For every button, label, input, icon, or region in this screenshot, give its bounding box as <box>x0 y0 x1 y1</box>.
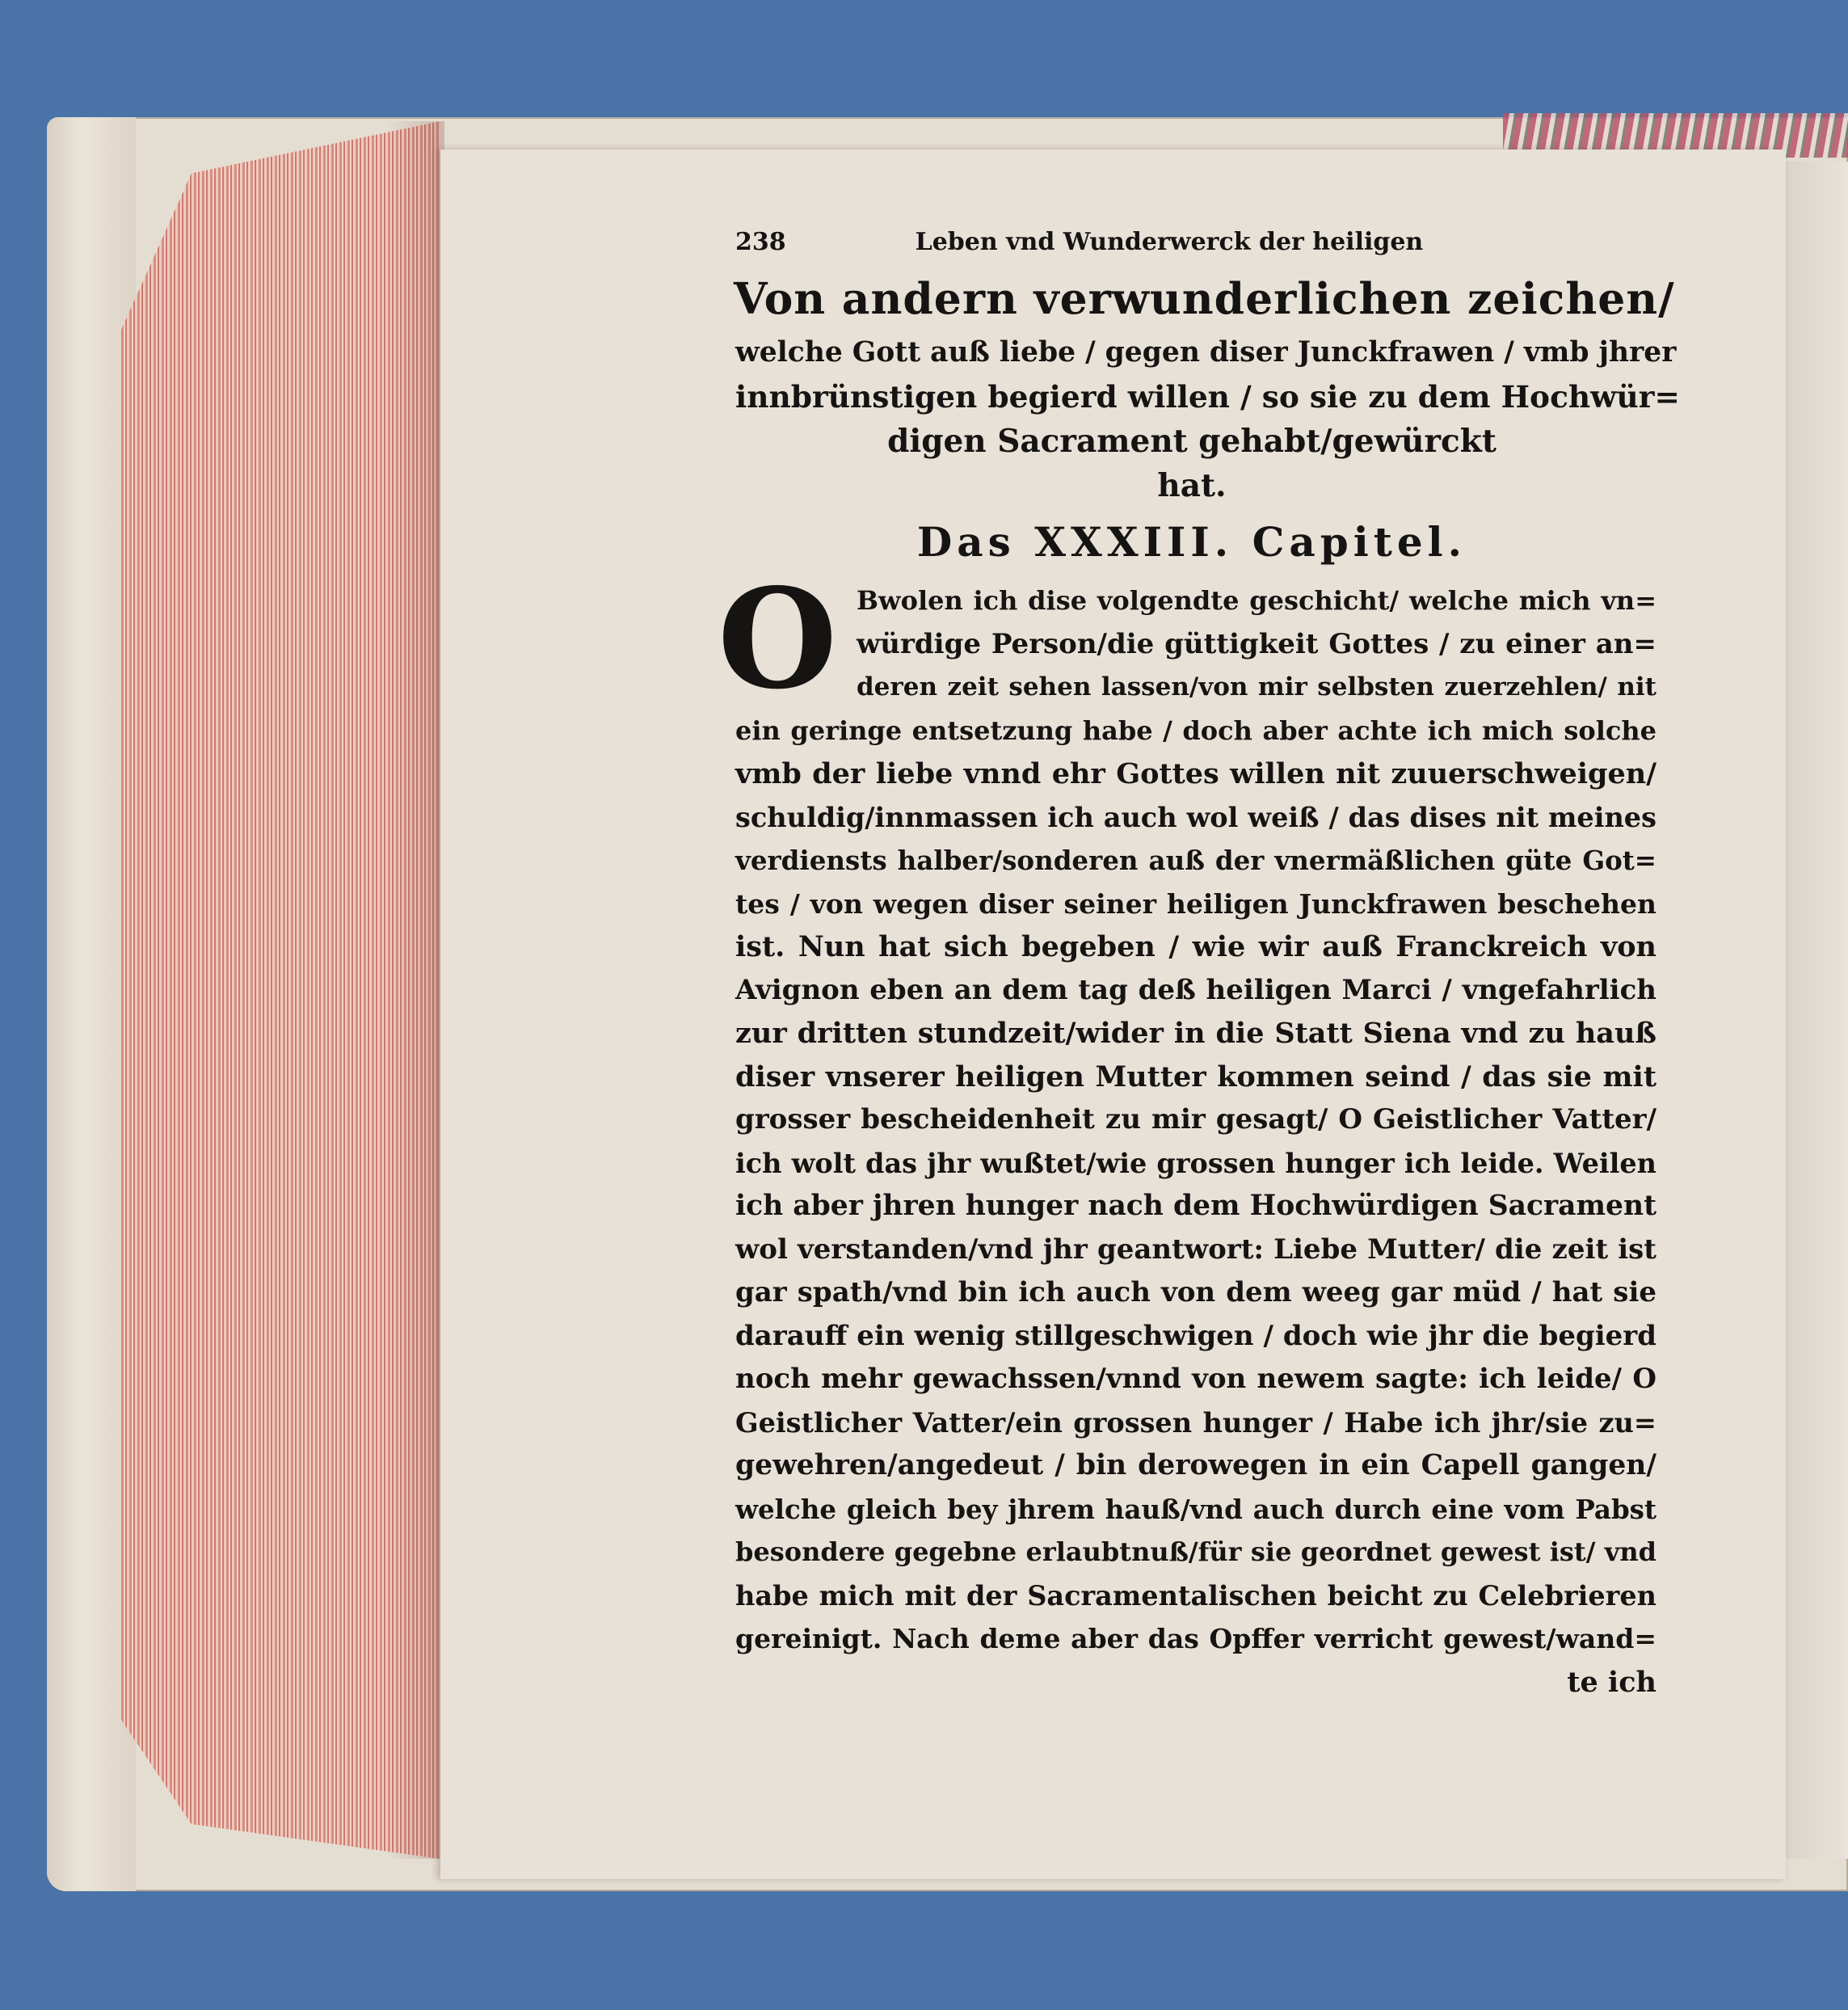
body-line: deren zeit sehen lassen/von mir selbsten zuerzehlen/ nit <box>857 672 1656 702</box>
chapter-title: Das XXXIII. Capitel. <box>916 518 1467 566</box>
body-line: ich wolt das jhr wußtet/wie grossen hunger ich leide. Weilen <box>735 1147 1656 1179</box>
catchword: te ich <box>1567 1665 1656 1699</box>
body-line: diser vnserer heiligen Mutter kommen seind / das sie mit <box>735 1060 1656 1093</box>
heading-line-1: Von andern verwunderlichen zeichen/ <box>734 273 1675 324</box>
page-right-edge <box>1782 162 1848 1859</box>
body-line: habe mich mit der Sacramentalischen beicht zu Celebrieren <box>735 1579 1656 1612</box>
heading-line-2: welche Gott auß liebe / gegen diser Junckfrawen / vmb jhrer <box>735 336 1677 369</box>
body-line: grosser bescheidenheit zu mir gesagt/ O Geistlicher Vatter/ <box>735 1103 1656 1136</box>
body-line: Bwolen ich dise volgendte geschicht/ welche mich vn= <box>857 585 1656 616</box>
running-head-title: Leben vnd Wunderwerck der heiligen <box>915 228 1424 256</box>
body-line: vmb der liebe vnnd ehr Gottes willen nit zuuerschweigen/ <box>735 757 1656 790</box>
body-line: Geistlicher Vatter/ein grossen hunger / Habe ich jhr/sie zu= <box>735 1406 1656 1439</box>
body-line: ist. Nun hat sich begeben / wie wir auß Franckreich von <box>735 930 1656 963</box>
drop-cap: O <box>718 558 838 720</box>
body-line: darauff ein wenig stillgeschwigen / doch wie jhr die begierd <box>735 1319 1656 1352</box>
body-line: verdiensts halber/sonderen auß der vnermäßlichen güte Got= <box>735 845 1656 876</box>
heading-line-5: hat. <box>1157 467 1227 504</box>
body-line: schuldig/innmassen ich auch wol weiß / das dises nit meines <box>735 801 1656 833</box>
body-line: Avignon eben an dem tag deß heiligen Marci / vngefahrlich <box>735 973 1656 1006</box>
body-line: ich aber jhren hunger nach dem Hochwürdigen Sacrament <box>735 1190 1656 1222</box>
body-line: wol verstanden/vnd jhr geantwort: Liebe Mutter/ die zeit ist <box>735 1233 1656 1266</box>
body-line: zur dritten stundzeit/wider in die Statt Siena vnd zu hauß <box>735 1017 1656 1050</box>
body-line: würdige Person/die güttigkeit Gottes / zu einer an= <box>857 627 1656 660</box>
body-line: tes / von wegen diser seiner heiligen Junckfrawen beschehen <box>735 887 1656 920</box>
body-line: ein geringe entsetzung habe / doch aber achte ich mich solche <box>735 714 1656 746</box>
page-text <box>718 228 1681 1704</box>
body-line: noch mehr gewachssen/vnnd von newem sagte: ich leide/ O <box>735 1363 1656 1395</box>
body-text <box>718 558 1681 1704</box>
heading-line-3: innbrünstigen begierd willen / so sie zu dem Hochwür= <box>735 379 1680 415</box>
body-line: besondere gegebne erlaubtnuß/für sie geordnet gewest ist/ vnd <box>735 1536 1656 1567</box>
page-edges-shadow <box>388 121 444 1859</box>
running-head <box>735 228 1463 256</box>
page-number: 238 <box>735 228 786 256</box>
body-line: gewehren/angedeut / bin derowegen in ein Capell gangen/ <box>735 1449 1656 1481</box>
body-line: welche gleich bey jhrem hauß/vnd auch durch eine vom Pabst <box>735 1493 1656 1525</box>
body-line: gar spath/vnd bin ich auch von dem weeg gar müd / hat sie <box>735 1276 1656 1308</box>
body-line: gereinigt. Nach deme aber das Opffer verricht gewest/wand= <box>735 1623 1656 1654</box>
heading-line-4: digen Sacrament gehabt/gewürckt <box>887 423 1497 460</box>
